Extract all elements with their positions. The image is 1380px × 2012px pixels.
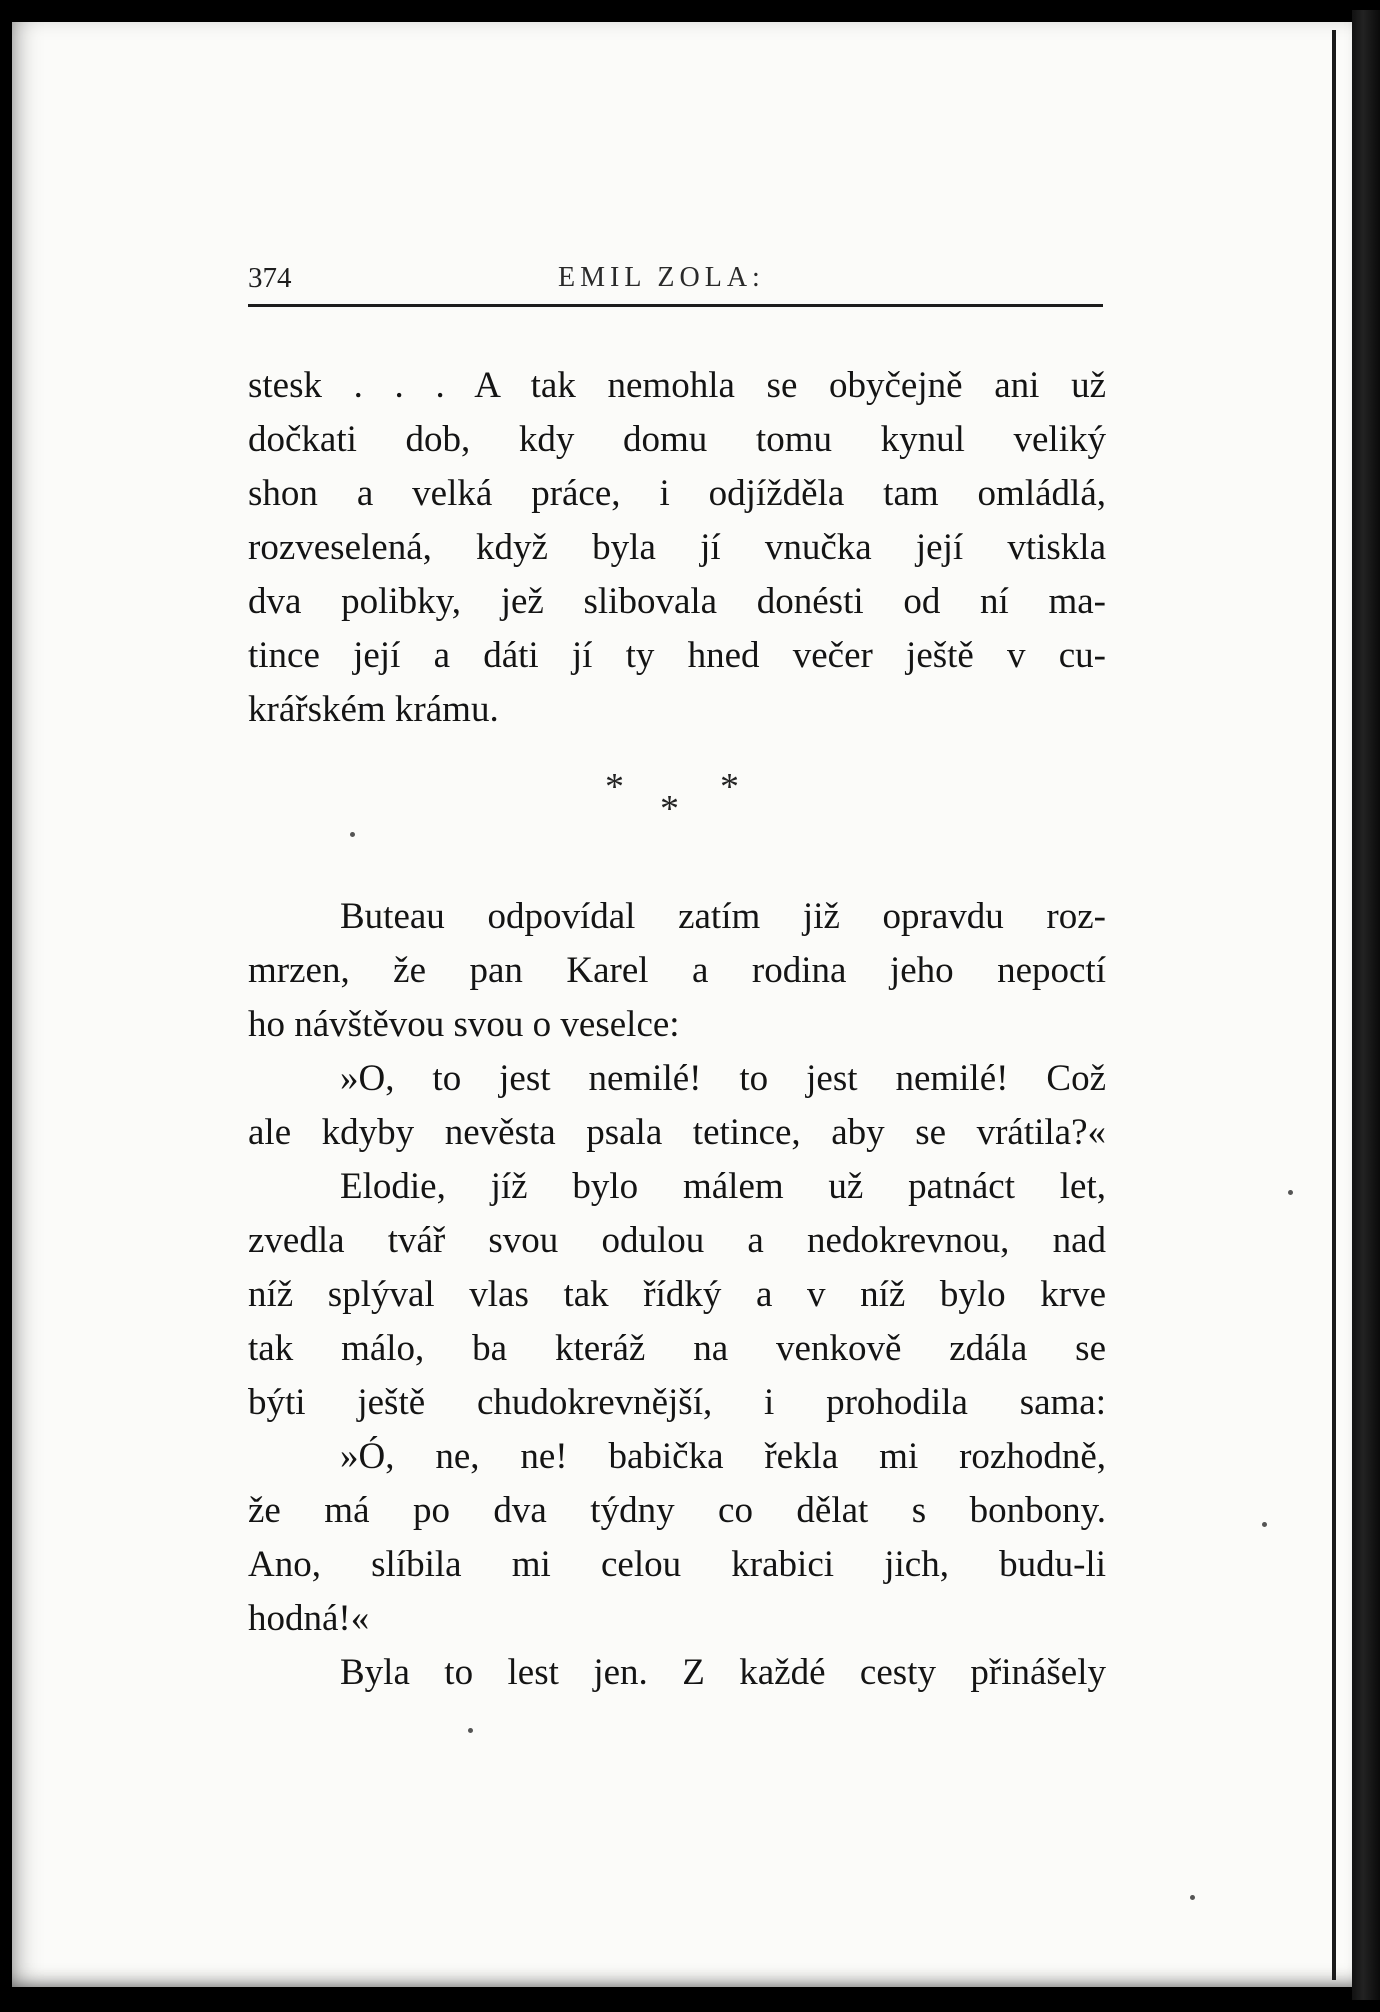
scan-speck <box>1190 1895 1195 1900</box>
text-line: tak málo, ba kteráž na venkově zdála se <box>248 1328 1106 1369</box>
text-line: Buteau odpovídal zatím již opravdu roz- <box>340 896 1106 937</box>
asterisk: * <box>660 788 679 830</box>
text-line: že má po dva týdny co dělat s bonbony. <box>248 1490 1106 1531</box>
running-head: EMIL ZOLA: <box>558 262 765 293</box>
scan-speck <box>350 832 355 837</box>
scan-border <box>1352 10 1380 2000</box>
text-line: hodná!« <box>248 1598 370 1639</box>
text-line: ho návštěvou svou o veselce: <box>248 1004 680 1045</box>
text-line: níž splýval vlas tak řídký a v níž bylo krve <box>248 1274 1106 1315</box>
scan-speck <box>1288 1190 1293 1195</box>
text-line: tince její a dáti jí ty hned večer ještě v cu- <box>248 635 1106 676</box>
asterisk: * <box>720 766 739 808</box>
text-line: Elodie, jíž bylo málem už patnáct let, <box>340 1166 1106 1207</box>
text-line: krářském krámu. <box>248 689 499 730</box>
text-line: »O, to jest nemilé! to jest nemilé! Což <box>340 1058 1106 1099</box>
page-edge-shadow <box>1332 30 1336 1980</box>
scan-speck <box>468 1728 473 1733</box>
text-line: Byla to lest jen. Z každé cesty přinášely <box>340 1652 1106 1693</box>
asterisk: * <box>605 766 624 808</box>
text-line: zvedla tvář svou odulou a nedokrevnou, nad <box>248 1220 1106 1261</box>
text-line: stesk . . . A tak nemohla se obyčejně ani už <box>248 365 1106 406</box>
text-line: »Ó, ne, ne! babička řekla mi rozhodně, <box>340 1436 1106 1477</box>
text-line: rozveselená, když byla jí vnučka její vtiskla <box>248 527 1106 568</box>
text-line: shon a velká práce, i odjížděla tam omládlá, <box>248 473 1106 514</box>
text-line: býti ještě chudokrevnější, i prohodila sama: <box>248 1382 1106 1423</box>
text-line: Ano, slíbila mi celou krabici jich, budu-li <box>248 1544 1106 1585</box>
text-line: ale kdyby nevěsta psala tetince, aby se vrátila?« <box>248 1112 1106 1153</box>
text-line: mrzen, že pan Karel a rodina jeho nepoctí <box>248 950 1106 991</box>
text-line: dva polibky, jež slibovala donésti od ní ma- <box>248 581 1106 622</box>
paragraph-2 <box>248 890 1106 1700</box>
page-header <box>248 258 1103 307</box>
scan-speck <box>1262 1522 1267 1527</box>
section-separator <box>590 765 760 835</box>
paragraph-1 <box>248 359 1106 737</box>
text-line: dočkati dob, kdy domu tomu kynul veliký <box>248 419 1106 460</box>
page-number: 374 <box>248 262 292 294</box>
